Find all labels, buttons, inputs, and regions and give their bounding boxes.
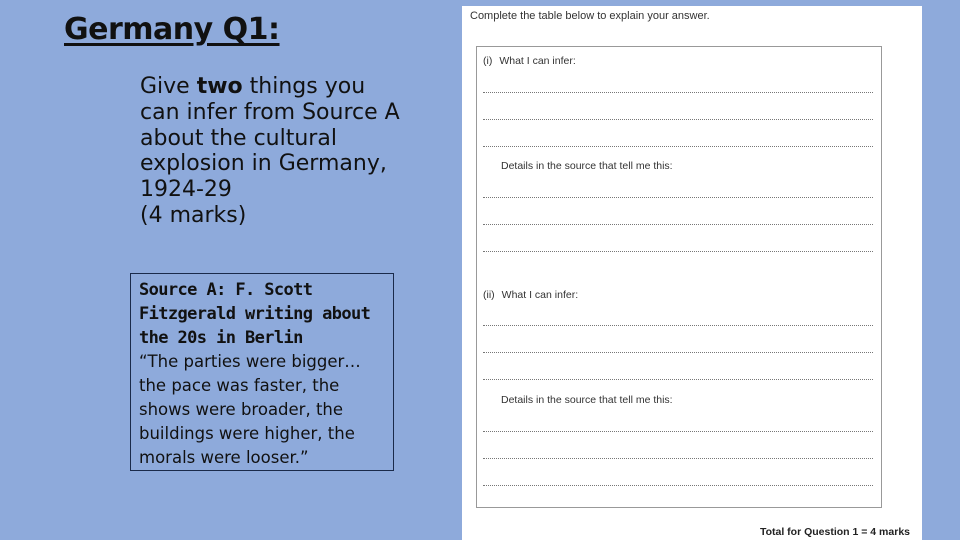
section-ii-infer: What I can infer: <box>501 289 579 301</box>
source-box <box>130 273 394 471</box>
answer-line[interactable] <box>483 119 873 120</box>
worksheet-instruction: Complete the table below to explain your answer. <box>470 10 710 22</box>
worksheet <box>462 6 922 540</box>
question-prefix: Give <box>140 74 197 99</box>
question-suffix: things you can infer from Source A about the cultural explosion in Germany, 1924-29 <box>140 74 400 203</box>
section-ii-label <box>483 289 578 301</box>
question-emphasis: two <box>196 74 243 99</box>
section-i-label <box>483 55 576 67</box>
question-marks: (4 marks) <box>140 202 247 228</box>
section-i-infer: What I can infer: <box>499 55 576 67</box>
answer-line[interactable] <box>483 224 873 225</box>
section-i-details: Details in the source that tell me this: <box>501 160 673 172</box>
section-i-number: (i) <box>483 55 493 67</box>
worksheet-table <box>476 46 882 508</box>
question-text <box>140 74 410 229</box>
slide-title: Germany Q1: <box>64 12 280 47</box>
source-heading: Source A: F. Scott Fitzgerald writing about the 20s in Berlin <box>139 280 371 348</box>
answer-line[interactable] <box>483 251 873 252</box>
answer-line[interactable] <box>483 92 873 93</box>
answer-line[interactable] <box>483 485 873 486</box>
answer-line[interactable] <box>483 379 873 380</box>
answer-line[interactable] <box>483 458 873 459</box>
section-ii-details: Details in the source that tell me this: <box>501 394 673 406</box>
answer-line[interactable] <box>483 197 873 198</box>
answer-line[interactable] <box>483 146 873 147</box>
total-marks: Total for Question 1 = 4 marks <box>759 526 910 538</box>
answer-line[interactable] <box>483 431 873 432</box>
section-ii-number: (ii) <box>483 289 495 301</box>
answer-line[interactable] <box>483 352 873 353</box>
source-quote: “The parties were bigger… the pace was faster, the shows were broader, the buildings were higher, the morals were looser.” <box>139 352 361 467</box>
answer-line[interactable] <box>483 325 873 326</box>
